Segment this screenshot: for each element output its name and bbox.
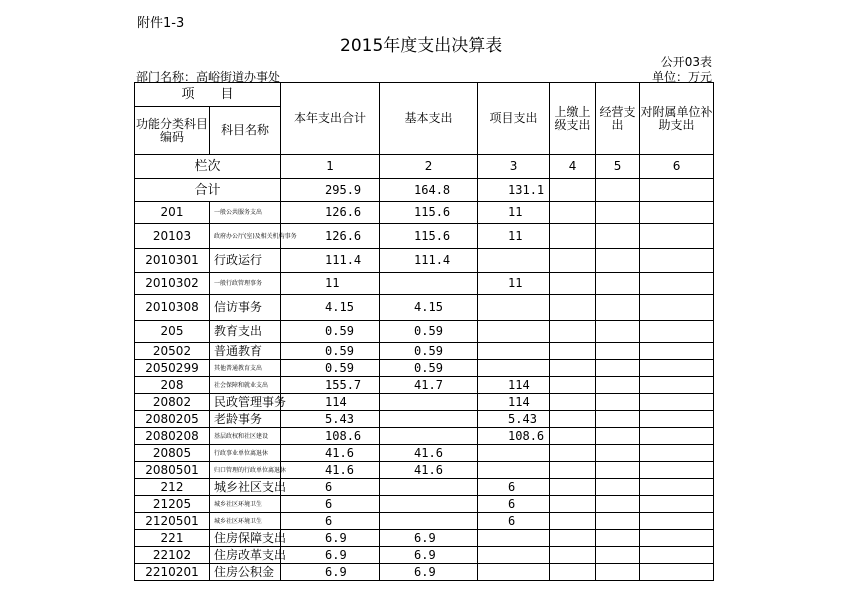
table-row xyxy=(135,411,714,428)
row-upper xyxy=(550,343,596,360)
row-operating xyxy=(596,249,640,273)
row-code: 2080205 xyxy=(135,411,210,428)
expenditure-table xyxy=(134,82,714,581)
table-row xyxy=(135,394,714,411)
row-total: 126.6 xyxy=(281,202,380,224)
row-name: 一般行政管理事务 xyxy=(210,273,281,295)
table-row xyxy=(135,321,714,343)
table-row xyxy=(135,360,714,377)
row-subsidy xyxy=(640,445,714,462)
row-operating xyxy=(596,564,640,581)
row-total: 0.59 xyxy=(281,343,380,360)
row-name: 行政事业单位离退休 xyxy=(210,445,281,462)
row-upper xyxy=(550,564,596,581)
row-basic: 0.59 xyxy=(380,321,478,343)
row-upper xyxy=(550,513,596,530)
row-name: 行政运行 xyxy=(210,249,281,273)
page-title: 2015年度支出决算表 xyxy=(340,36,503,56)
row-upper xyxy=(550,360,596,377)
row-upper xyxy=(550,202,596,224)
row-basic: 41.7 xyxy=(380,377,478,394)
column-index-2: 2 xyxy=(380,155,478,179)
row-name: 民政管理事务 xyxy=(210,394,281,411)
column-index-1: 1 xyxy=(281,155,380,179)
row-total: 108.6 xyxy=(281,428,380,445)
row-total: 114 xyxy=(281,394,380,411)
header-total: 本年支出合计 xyxy=(281,83,380,155)
row-basic: 111.4 xyxy=(380,249,478,273)
column-index-5: 5 xyxy=(596,155,640,179)
row-project: 114 xyxy=(478,377,550,394)
row-operating xyxy=(596,445,640,462)
total-row-operating xyxy=(596,179,640,202)
row-basic: 115.6 xyxy=(380,202,478,224)
header-project: 项目支出 xyxy=(478,83,550,155)
row-operating xyxy=(596,321,640,343)
row-total: 0.59 xyxy=(281,321,380,343)
column-index-label: 栏次 xyxy=(135,155,281,179)
row-operating xyxy=(596,202,640,224)
row-basic: 4.15 xyxy=(380,295,478,321)
row-basic xyxy=(380,513,478,530)
row-subsidy xyxy=(640,321,714,343)
row-project: 6 xyxy=(478,479,550,496)
row-total: 155.7 xyxy=(281,377,380,394)
row-subsidy xyxy=(640,479,714,496)
row-name: 政府办公厅(室)及相关机构事务 xyxy=(210,224,281,249)
table-row xyxy=(135,295,714,321)
department-name: 部门名称：高峪街道办事处 xyxy=(136,70,281,84)
row-total: 4.15 xyxy=(281,295,380,321)
table-code: 公开03表 xyxy=(660,55,712,69)
row-subsidy xyxy=(640,377,714,394)
row-name: 城乡社区环境卫生 xyxy=(210,513,281,530)
header-subject-name: 科目名称 xyxy=(210,107,281,155)
header-upper: 上缴上级支出 xyxy=(550,83,596,155)
row-upper xyxy=(550,462,596,479)
row-total: 6.9 xyxy=(281,564,380,581)
table-row xyxy=(135,445,714,462)
row-operating xyxy=(596,479,640,496)
row-project xyxy=(478,321,550,343)
row-basic xyxy=(380,479,478,496)
row-basic xyxy=(380,411,478,428)
row-code: 2010308 xyxy=(135,295,210,321)
table-row xyxy=(135,564,714,581)
row-subsidy xyxy=(640,513,714,530)
row-project xyxy=(478,530,550,547)
row-code: 2050299 xyxy=(135,360,210,377)
total-row-subsidy xyxy=(640,179,714,202)
total-row-project: 131.1 xyxy=(478,179,550,202)
row-operating xyxy=(596,224,640,249)
row-basic: 41.6 xyxy=(380,462,478,479)
row-subsidy xyxy=(640,295,714,321)
total-row-basic: 164.8 xyxy=(380,179,478,202)
row-total: 41.6 xyxy=(281,462,380,479)
row-subsidy xyxy=(640,224,714,249)
row-basic xyxy=(380,428,478,445)
row-code: 205 xyxy=(135,321,210,343)
row-operating xyxy=(596,360,640,377)
row-operating xyxy=(596,513,640,530)
total-row-upper xyxy=(550,179,596,202)
row-upper xyxy=(550,295,596,321)
row-project xyxy=(478,343,550,360)
attachment-label: 附件1-3 xyxy=(137,16,185,31)
row-operating xyxy=(596,530,640,547)
table-row xyxy=(135,530,714,547)
row-name: 一般公共服务支出 xyxy=(210,202,281,224)
row-project: 11 xyxy=(478,202,550,224)
row-upper xyxy=(550,530,596,547)
row-project: 5.43 xyxy=(478,411,550,428)
row-code: 212 xyxy=(135,479,210,496)
row-total: 11 xyxy=(281,273,380,295)
row-basic: 0.59 xyxy=(380,360,478,377)
row-name: 信访事务 xyxy=(210,295,281,321)
row-name: 其他普通教育支出 xyxy=(210,360,281,377)
row-name: 城乡社区环境卫生 xyxy=(210,496,281,513)
row-name: 基层政权和社区建设 xyxy=(210,428,281,445)
row-code: 20103 xyxy=(135,224,210,249)
table-row xyxy=(135,377,714,394)
row-subsidy xyxy=(640,564,714,581)
column-index-4: 4 xyxy=(550,155,596,179)
header-subsidy: 对附属单位补助支出 xyxy=(640,83,714,155)
row-operating xyxy=(596,462,640,479)
unit-label: 单位：万元 xyxy=(651,70,712,84)
row-total: 126.6 xyxy=(281,224,380,249)
row-upper xyxy=(550,394,596,411)
row-project: 11 xyxy=(478,273,550,295)
row-name: 社会保障和就业支出 xyxy=(210,377,281,394)
row-project: 6 xyxy=(478,496,550,513)
row-code: 208 xyxy=(135,377,210,394)
table-row xyxy=(135,496,714,513)
row-upper xyxy=(550,445,596,462)
row-name: 归口管理的行政单位离退休 xyxy=(210,462,281,479)
header-operating: 经营支出 xyxy=(596,83,640,155)
row-code: 2010301 xyxy=(135,249,210,273)
row-operating xyxy=(596,547,640,564)
row-total: 6 xyxy=(281,479,380,496)
row-code: 20802 xyxy=(135,394,210,411)
row-total: 41.6 xyxy=(281,445,380,462)
total-row-total: 295.9 xyxy=(281,179,380,202)
row-total: 6 xyxy=(281,513,380,530)
row-name: 住房公积金 xyxy=(210,564,281,581)
row-upper xyxy=(550,377,596,394)
row-subsidy xyxy=(640,496,714,513)
row-project xyxy=(478,295,550,321)
column-index-6: 6 xyxy=(640,155,714,179)
header-func-code: 功能分类科目编码 xyxy=(135,107,210,155)
row-basic: 6.9 xyxy=(380,530,478,547)
row-operating xyxy=(596,343,640,360)
row-project xyxy=(478,564,550,581)
row-code: 221 xyxy=(135,530,210,547)
row-project xyxy=(478,249,550,273)
row-project xyxy=(478,462,550,479)
header-item: 项 目 xyxy=(135,83,281,107)
row-code: 20502 xyxy=(135,343,210,360)
header-basic: 基本支出 xyxy=(380,83,478,155)
row-subsidy xyxy=(640,360,714,377)
row-code: 20805 xyxy=(135,445,210,462)
row-total: 0.59 xyxy=(281,360,380,377)
row-upper xyxy=(550,224,596,249)
row-basic xyxy=(380,273,478,295)
row-basic: 6.9 xyxy=(380,564,478,581)
table-row xyxy=(135,462,714,479)
row-project xyxy=(478,547,550,564)
row-project xyxy=(478,360,550,377)
row-subsidy xyxy=(640,249,714,273)
row-subsidy xyxy=(640,530,714,547)
row-upper xyxy=(550,547,596,564)
row-code: 2010302 xyxy=(135,273,210,295)
row-upper xyxy=(550,321,596,343)
row-project: 108.6 xyxy=(478,428,550,445)
row-code: 21205 xyxy=(135,496,210,513)
row-subsidy xyxy=(640,428,714,445)
row-basic: 0.59 xyxy=(380,343,478,360)
row-project: 11 xyxy=(478,224,550,249)
row-basic: 115.6 xyxy=(380,224,478,249)
row-operating xyxy=(596,496,640,513)
row-upper xyxy=(550,273,596,295)
row-code: 201 xyxy=(135,202,210,224)
row-code: 2120501 xyxy=(135,513,210,530)
row-name: 老龄事务 xyxy=(210,411,281,428)
row-operating xyxy=(596,411,640,428)
row-subsidy xyxy=(640,411,714,428)
row-name: 住房改革支出 xyxy=(210,547,281,564)
row-name: 住房保障支出 xyxy=(210,530,281,547)
row-operating xyxy=(596,295,640,321)
table-row xyxy=(135,343,714,360)
row-basic xyxy=(380,496,478,513)
row-total: 5.43 xyxy=(281,411,380,428)
row-project: 6 xyxy=(478,513,550,530)
total-row-label: 合计 xyxy=(135,179,281,202)
row-code: 22102 xyxy=(135,547,210,564)
row-name: 城乡社区支出 xyxy=(210,479,281,496)
row-basic: 6.9 xyxy=(380,547,478,564)
table-row xyxy=(135,202,714,224)
row-total: 6 xyxy=(281,496,380,513)
row-upper xyxy=(550,411,596,428)
row-basic: 41.6 xyxy=(380,445,478,462)
table-row xyxy=(135,513,714,530)
row-operating xyxy=(596,394,640,411)
column-index-3: 3 xyxy=(478,155,550,179)
row-code: 2080501 xyxy=(135,462,210,479)
row-upper xyxy=(550,249,596,273)
row-total: 111.4 xyxy=(281,249,380,273)
row-subsidy xyxy=(640,273,714,295)
row-name: 教育支出 xyxy=(210,321,281,343)
row-subsidy xyxy=(640,462,714,479)
row-upper xyxy=(550,428,596,445)
row-subsidy xyxy=(640,394,714,411)
row-operating xyxy=(596,428,640,445)
row-total: 6.9 xyxy=(281,547,380,564)
row-project xyxy=(478,445,550,462)
table-row xyxy=(135,547,714,564)
row-subsidy xyxy=(640,343,714,360)
row-operating xyxy=(596,377,640,394)
row-project: 114 xyxy=(478,394,550,411)
table-row xyxy=(135,428,714,445)
row-subsidy xyxy=(640,202,714,224)
table-row xyxy=(135,224,714,249)
row-code: 2080208 xyxy=(135,428,210,445)
row-basic xyxy=(380,394,478,411)
row-total: 6.9 xyxy=(281,530,380,547)
table-row xyxy=(135,273,714,295)
row-name: 普通教育 xyxy=(210,343,281,360)
row-subsidy xyxy=(640,547,714,564)
table-row xyxy=(135,249,714,273)
row-upper xyxy=(550,479,596,496)
row-operating xyxy=(596,273,640,295)
row-upper xyxy=(550,496,596,513)
table-row xyxy=(135,479,714,496)
row-code: 2210201 xyxy=(135,564,210,581)
